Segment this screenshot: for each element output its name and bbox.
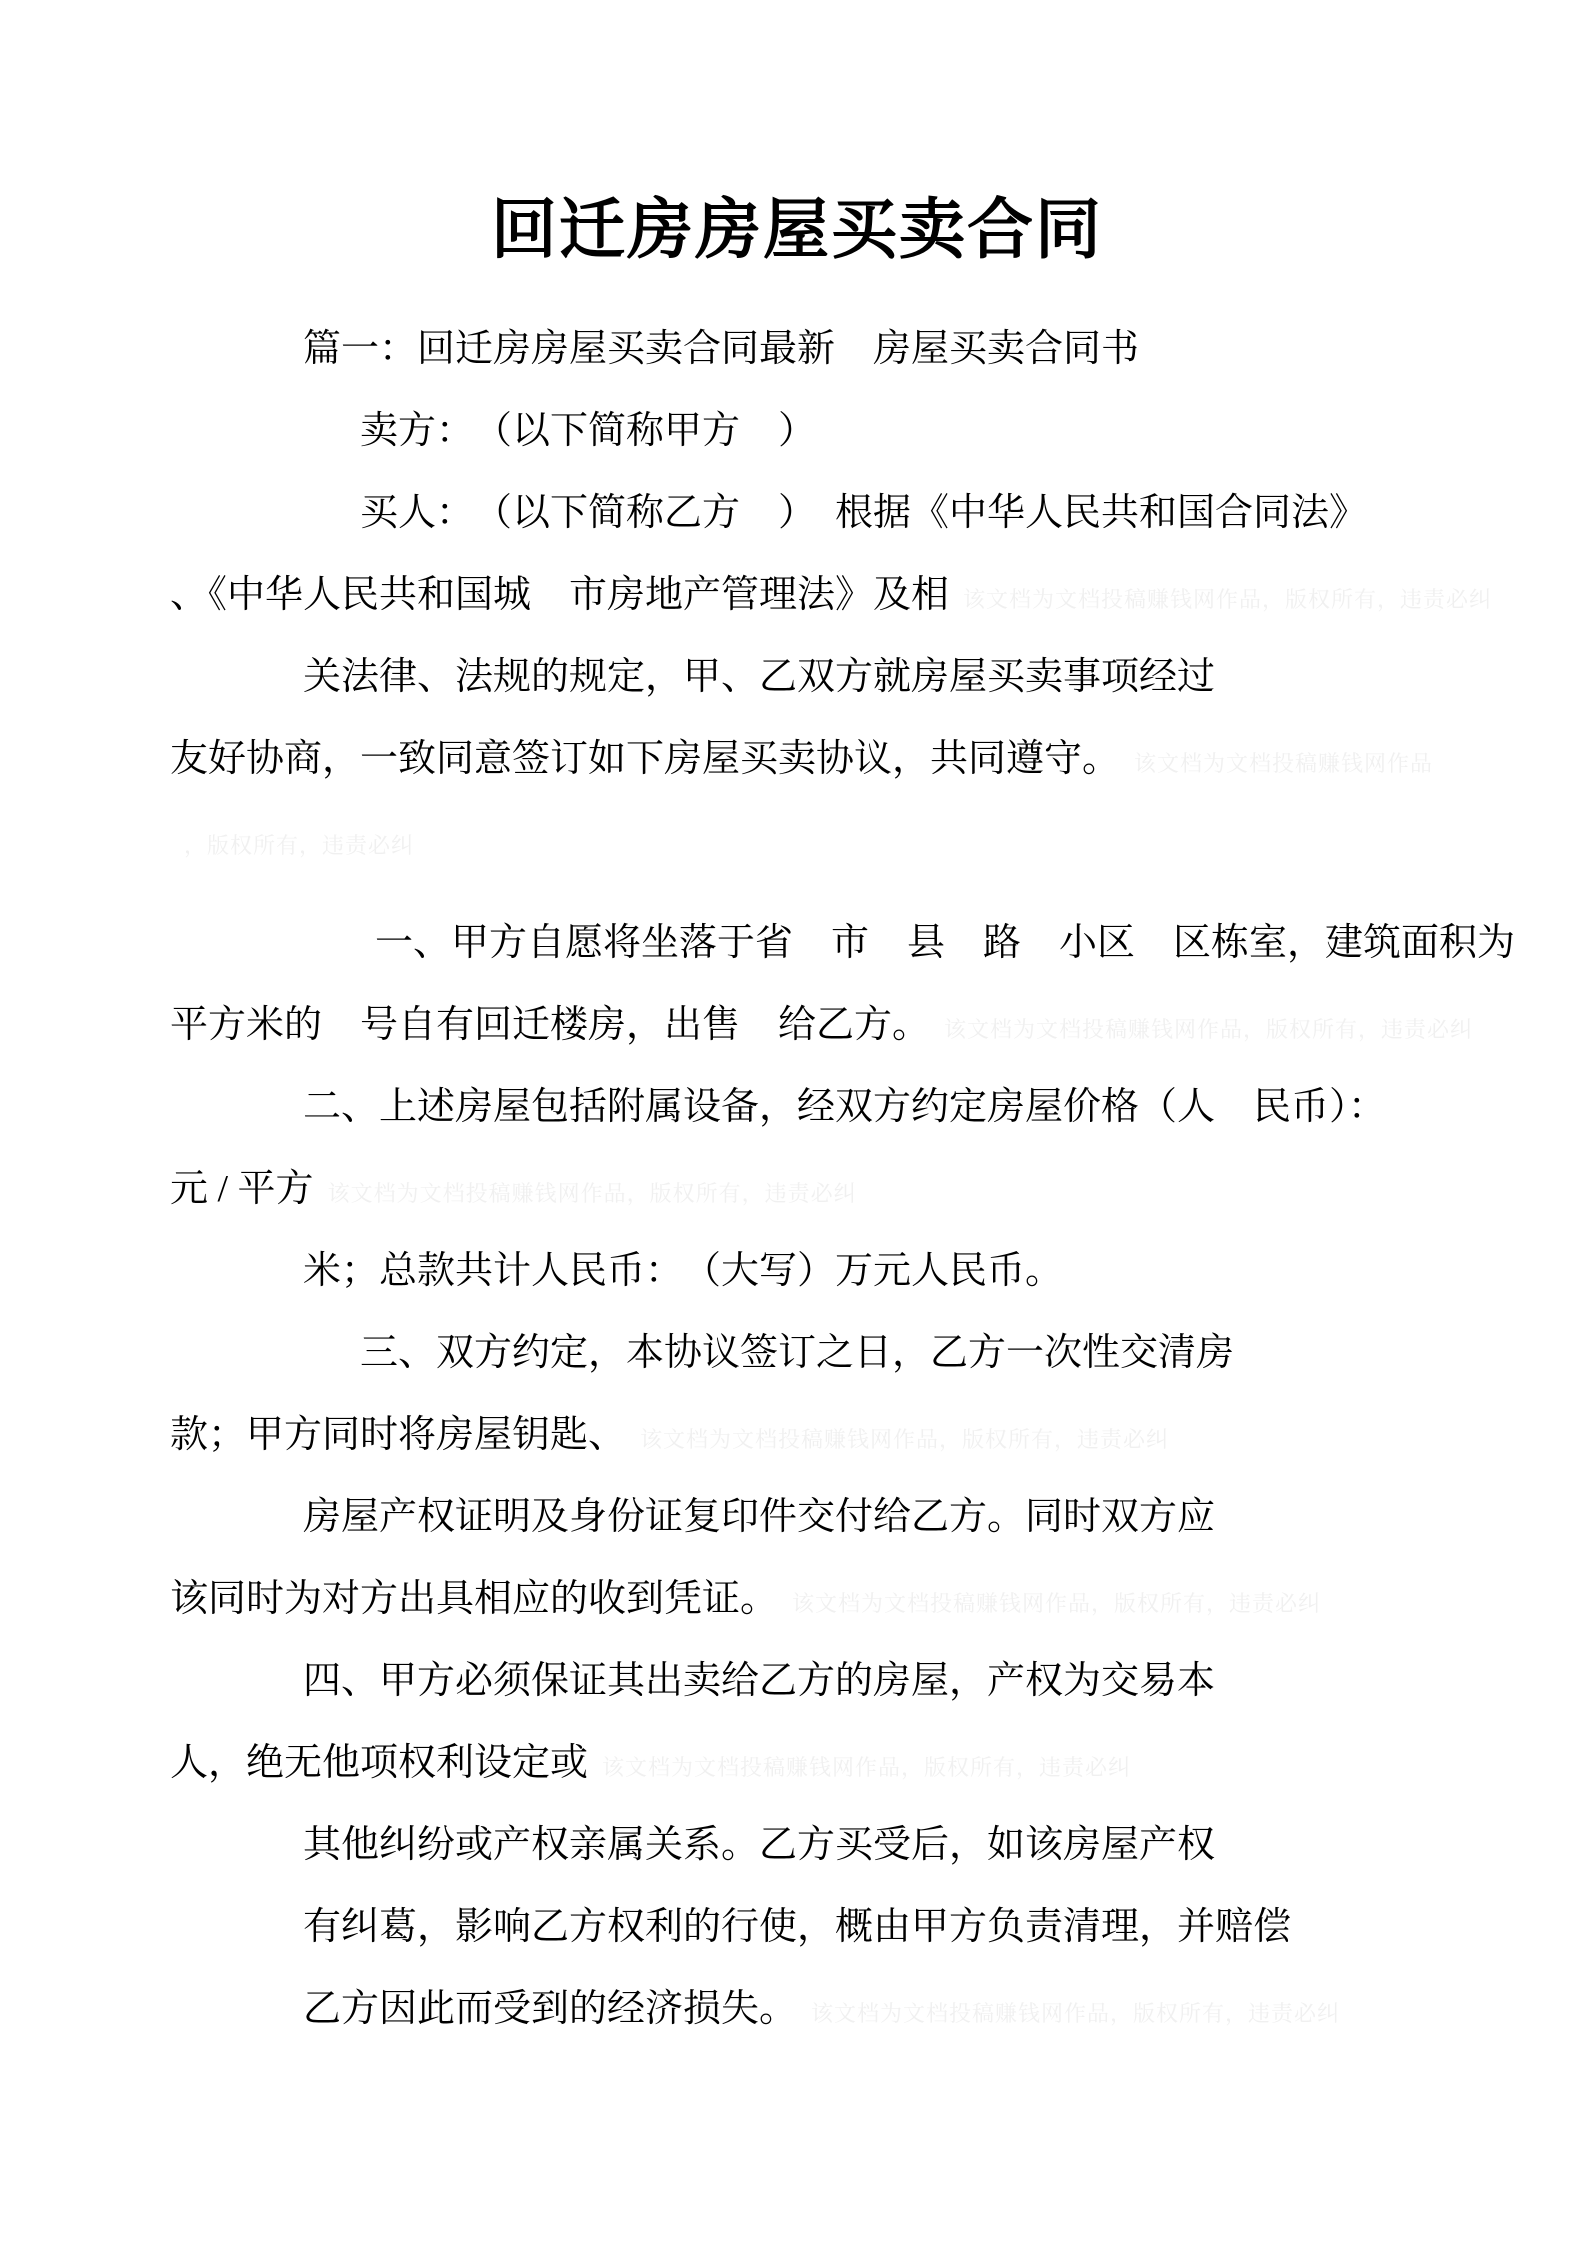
line-text: 款；甲方同时将房屋钥匙、 xyxy=(170,1414,627,1456)
line-text: 平方米的 号自有回迁楼房，出售 给乙方。 xyxy=(170,1004,931,1046)
line-text: 元 / 平方 xyxy=(170,1168,314,1210)
line-text: 二、上述房屋包括附属设备，经双方约定房屋价格（人 民币）： xyxy=(303,1086,1387,1128)
paragraph-line xyxy=(170,390,1494,472)
paragraph-line xyxy=(170,984,1494,1066)
paragraph-line xyxy=(170,1722,1494,1804)
line-text: 房屋产权证明及身份证复印件交付给乙方。同时双方应 xyxy=(303,1496,1216,1538)
paragraph-line xyxy=(170,1312,1494,1394)
watermark-text: ，版权所有，违责必纠 xyxy=(184,833,415,858)
line-text: 一、甲方自愿将坐落于省 市 县 路 小区 区栋室，建筑面积为 xyxy=(375,922,1516,964)
line-text: 友好协商，一致同意签订如下房屋买卖协议，共同遵守。 xyxy=(170,738,1121,780)
watermark-text: 该文档为文档投稿赚钱网作品，版权所有，违责必纠 xyxy=(640,1427,1170,1452)
paragraph-line xyxy=(170,472,1494,554)
line-text: 乙方因此而受到的经济损失。 xyxy=(303,1988,798,2030)
watermark-text: 该文档为文档投稿赚钱网作品，版权所有，违责必纠 xyxy=(602,1755,1132,1780)
watermark-text: 该文档为文档投稿赚钱网作品，版权所有，违责必纠 xyxy=(811,2001,1341,2026)
paragraph-line xyxy=(170,800,1494,882)
watermark-text: 该文档为文档投稿赚钱网作品，版权所有，违责必纠 xyxy=(792,1591,1322,1616)
line-text: 四、甲方必须保证其出卖给乙方的房屋，产权为交易本 xyxy=(303,1660,1216,1702)
line-text: 买人： （以下简称乙方 ） 根据《中华人民共和国合同法》 xyxy=(360,492,1368,534)
watermark-text: 该文档为文档投稿赚钱网作品 xyxy=(1134,751,1434,776)
line-text: 篇一：回迁房房屋买卖合同最新 房屋买卖合同书 xyxy=(303,328,1140,370)
paragraph-line xyxy=(170,1804,1494,1886)
document-body xyxy=(0,308,1594,2050)
paragraph-line xyxy=(170,1476,1494,1558)
watermark-text: 该文档为文档投稿赚钱网作品，版权所有，违责必纠 xyxy=(963,587,1493,612)
paragraph-line xyxy=(170,718,1494,800)
paragraph-line xyxy=(170,1066,1494,1148)
paragraph-line xyxy=(170,1968,1494,2050)
paragraph-line xyxy=(170,1148,1494,1230)
line-text: 该同时为对方出具相应的收到凭证。 xyxy=(170,1578,779,1620)
line-text: 米；总款共计人民币： （大写）万元人民币。 xyxy=(303,1250,1064,1292)
paragraph-line xyxy=(170,308,1494,390)
watermark-text: 该文档为文档投稿赚钱网作品，版权所有，违责必纠 xyxy=(327,1181,857,1206)
paragraph-line xyxy=(170,1640,1494,1722)
line-text: 三、双方约定，本协议签订之日，乙方一次性交清房 xyxy=(360,1332,1235,1374)
paragraph-line xyxy=(170,1558,1494,1640)
paragraph-line xyxy=(170,1230,1494,1312)
line-text: 关法律、法规的规定，甲、乙双方就房屋买卖事项经过 xyxy=(303,656,1216,698)
paragraph-line xyxy=(170,1394,1494,1476)
line-text: 人，绝无他项权利设定或 xyxy=(170,1742,589,1784)
watermark-text: 该文档为文档投稿赚钱网作品，版权所有，违责必纠 xyxy=(944,1017,1474,1042)
paragraph-line xyxy=(170,636,1494,718)
document-title: 回迁房房屋买卖合同 xyxy=(491,192,1103,266)
line-text: 有纠葛，影响乙方权利的行使，概由甲方负责清理，并赔偿 xyxy=(303,1906,1292,1948)
paragraph-line xyxy=(170,902,1516,984)
line-text: 卖方： （以下简称甲方 ） xyxy=(360,410,817,452)
line-text: 其他纠纷或产权亲属关系。乙方买受后，如该房屋产权 xyxy=(303,1824,1216,1866)
paragraph-line xyxy=(170,554,1494,636)
paragraph-line xyxy=(170,1886,1494,1968)
line-text: 、《中华人民共和国城 市房地产管理法》及相 xyxy=(170,574,950,616)
